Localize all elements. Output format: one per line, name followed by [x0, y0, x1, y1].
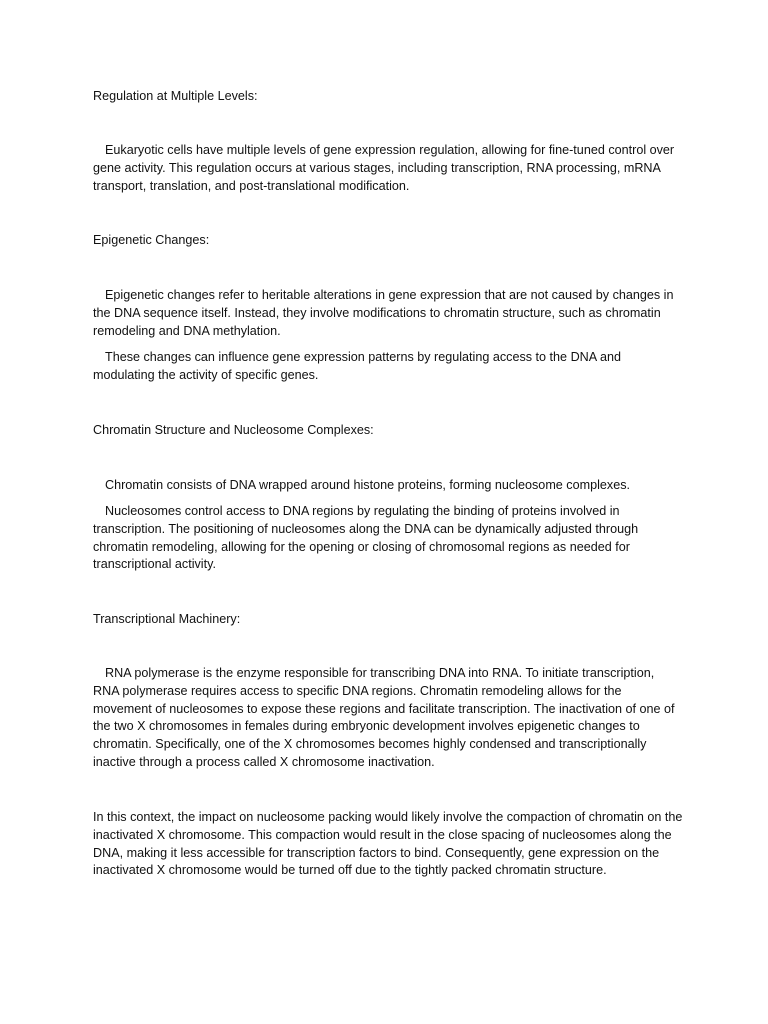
heading-machinery: Transcriptional Machinery: — [93, 612, 241, 626]
paragraph-regulation: Eukaryotic cells have multiple levels of gene expression regulation, allowing for fine-tuned control over gene activity. This regulation occurs at various stages, including transcription, RNA processing, mRNA transport, translation, and post-translational modification. — [93, 143, 675, 193]
heading-regulation: Regulation at Multiple Levels: — [93, 89, 258, 103]
paragraph-chromatin-2: Nucleosomes control access to DNA regions by regulating the binding of proteins involved in transcription. The positioning of nucleosomes along the DNA can be dynamically adjusted through chromatin remodeling, allowing for the opening or closing of chromosomal regions as needed for transcriptional activity. — [93, 504, 639, 572]
paragraph-conclusion: In this context, the impact on nucleosome packing would likely involve the compaction of chromatin on the inactivated X chromosome. This compaction would result in the close spacing of nucleosomes along the DNA, making it less accessible for transcription factors to bind. Consequently, gene expression on the inactivated X chromosome would be turned off due to the tightly packed chromatin structure. — [93, 810, 683, 878]
paragraph-chromatin-1: Chromatin consists of DNA wrapped around histone proteins, forming nucleosome complexes. — [105, 478, 631, 492]
heading-epigenetic: Epigenetic Changes: — [93, 233, 210, 247]
paragraph-epigenetic-1: Epigenetic changes refer to heritable alterations in gene expression that are not caused by changes in the DNA sequence itself. Instead, they involve modifications to chromatin structure, such as chromatin remodeling and DNA methylation. — [93, 288, 674, 338]
heading-chromatin: Chromatin Structure and Nucleosome Complexes: — [93, 423, 374, 437]
paragraph-epigenetic-2: These changes can influence gene expression patterns by regulating access to the DNA and modulating the activity of specific genes. — [93, 350, 621, 382]
paragraph-machinery: RNA polymerase is the enzyme responsible for transcribing DNA into RNA. To initiate transcription, RNA polymerase requires access to specific DNA regions. Chromatin remodeling allows for the movement of nucleosomes to expose these regions and facilitate transcription. The inactivation of one of the two X chromosomes in females during embryonic development involves epigenetic changes to chromatin. Specifically, one of the X chromosomes becomes highly condensed and transcriptionally inactive through a process called X chromosome inactivation. — [93, 666, 675, 769]
